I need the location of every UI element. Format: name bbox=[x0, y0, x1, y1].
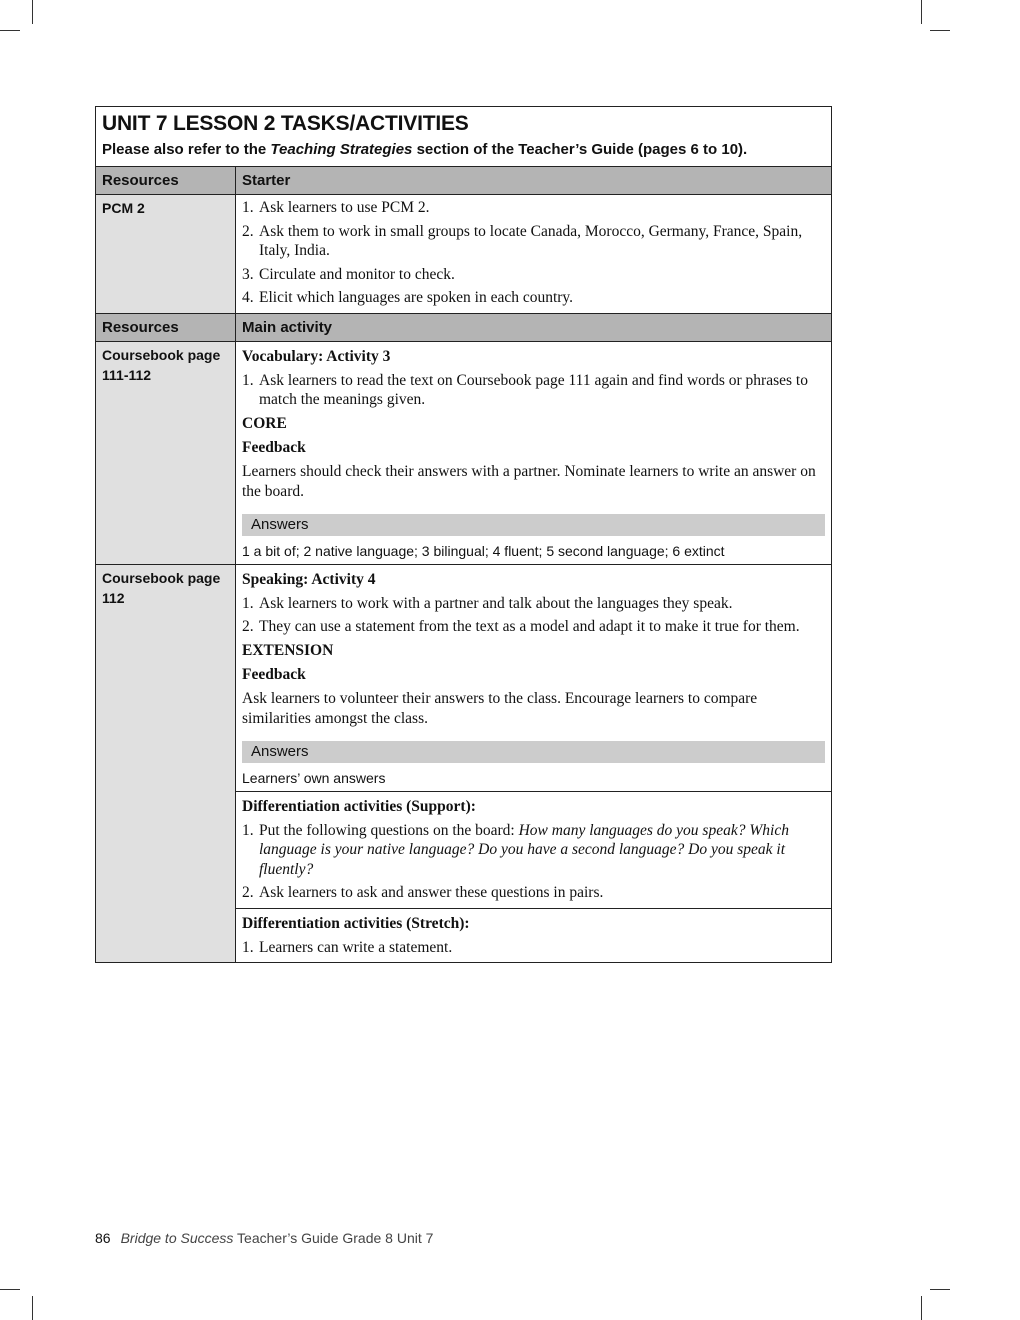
list-item: 1. Learners can write a statement. bbox=[242, 938, 453, 956]
list-item: 2. Ask learners to ask and answer these questions in pairs. bbox=[242, 884, 604, 901]
resource-cell: Coursebook page 112 bbox=[96, 565, 236, 963]
resource-cell: PCM 2 bbox=[96, 195, 236, 313]
list-item: 4. Elicit which languages are spoken in each country. bbox=[242, 289, 574, 306]
feedback-text: Ask learners to volunteer their answers to the class. Encourage learners to compare similarities amongst the class. bbox=[242, 689, 758, 727]
level-label: EXTENSION bbox=[242, 641, 334, 659]
list-item: 1. Ask learners to read the text on Coursebook page 111 again and find words or phrases to match the meanings given. bbox=[242, 371, 808, 408]
resource-cell: Coursebook page 111-112 bbox=[96, 342, 236, 564]
vocabulary-steps bbox=[242, 371, 825, 410]
activity-heading: Speaking: Activity 4 bbox=[242, 570, 376, 588]
activity-heading: Vocabulary: Activity 3 bbox=[242, 347, 391, 365]
resources-header: Resources bbox=[96, 314, 236, 341]
crop-mark bbox=[0, 30, 20, 31]
starter-row bbox=[96, 195, 831, 314]
list-item: 1. Ask learners to use PCM 2. bbox=[242, 199, 430, 216]
answers-bar: Answers bbox=[242, 514, 825, 536]
book-title: Bridge to Success bbox=[120, 1230, 234, 1246]
crop-mark bbox=[32, 1296, 33, 1320]
stretch-content bbox=[236, 909, 831, 963]
starter-header-row bbox=[96, 167, 831, 195]
support-heading: Differentiation activities (Support): bbox=[242, 797, 476, 815]
crop-mark bbox=[930, 1289, 950, 1290]
list-item: 1. Ask learners to work with a partner and talk about the languages they speak. bbox=[242, 594, 733, 612]
level-label: CORE bbox=[242, 414, 287, 432]
stretch-steps bbox=[242, 938, 825, 958]
answers-bar: Answers bbox=[242, 741, 825, 763]
starter-content bbox=[236, 195, 831, 313]
stretch-heading: Differentiation activities (Stretch): bbox=[242, 914, 470, 932]
speaking-steps bbox=[242, 594, 825, 637]
footer-text: Teacher’s Guide Grade 8 Unit 7 bbox=[233, 1230, 434, 1246]
starter-steps bbox=[242, 198, 825, 308]
starter-header: Starter bbox=[236, 167, 831, 194]
list-item: 2. Ask them to work in small groups to locate Canada, Morocco, Germany, France, Spain, Italy, India. bbox=[242, 222, 803, 259]
feedback-label: Feedback bbox=[242, 438, 306, 456]
page-number: 86 bbox=[95, 1230, 111, 1246]
crop-mark bbox=[921, 0, 922, 24]
support-content bbox=[236, 792, 831, 909]
support-steps bbox=[242, 821, 825, 903]
vocabulary-content bbox=[236, 342, 831, 564]
page-footer bbox=[95, 1230, 433, 1246]
lesson-table bbox=[95, 106, 832, 963]
speaking-stack bbox=[236, 565, 831, 963]
speaking-row bbox=[96, 565, 831, 963]
crop-mark bbox=[0, 1289, 20, 1290]
crop-mark bbox=[32, 0, 33, 24]
resources-header: Resources bbox=[96, 167, 236, 194]
main-header-row bbox=[96, 314, 831, 342]
feedback-text: Learners should check their answers with a partner. Nominate learners to write an answer on the board. bbox=[242, 462, 816, 500]
answers-text: 1 a bit of; 2 native language; 3 bilingual; 4 fluent; 5 second language; 6 extinct bbox=[242, 542, 725, 559]
list-item: 2. They can use a statement from the text as a model and adapt it to make it true for them. bbox=[242, 618, 800, 635]
answers-text: Learners’ own answers bbox=[242, 769, 386, 786]
crop-mark bbox=[921, 1296, 922, 1320]
page-title: UNIT 7 LESSON 2 TASKS/ACTIVITIES bbox=[102, 112, 469, 135]
feedback-label: Feedback bbox=[242, 665, 306, 683]
crop-mark bbox=[930, 30, 950, 31]
list-item: 3. Circulate and monitor to check. bbox=[242, 265, 455, 283]
list-item: 1. Put the following questions on the board: How many languages do you speak? Which language is your native language? Do you have a second language? Do you speak it fluently? bbox=[242, 821, 789, 878]
page-subtitle: Please also refer to the Teaching Strategies section of the Teacher’s Guide (pages 6 to 10). bbox=[102, 141, 748, 158]
speaking-content bbox=[236, 565, 831, 792]
main-activity-header: Main activity bbox=[236, 314, 831, 341]
title-block bbox=[96, 107, 831, 167]
vocabulary-row bbox=[96, 342, 831, 565]
